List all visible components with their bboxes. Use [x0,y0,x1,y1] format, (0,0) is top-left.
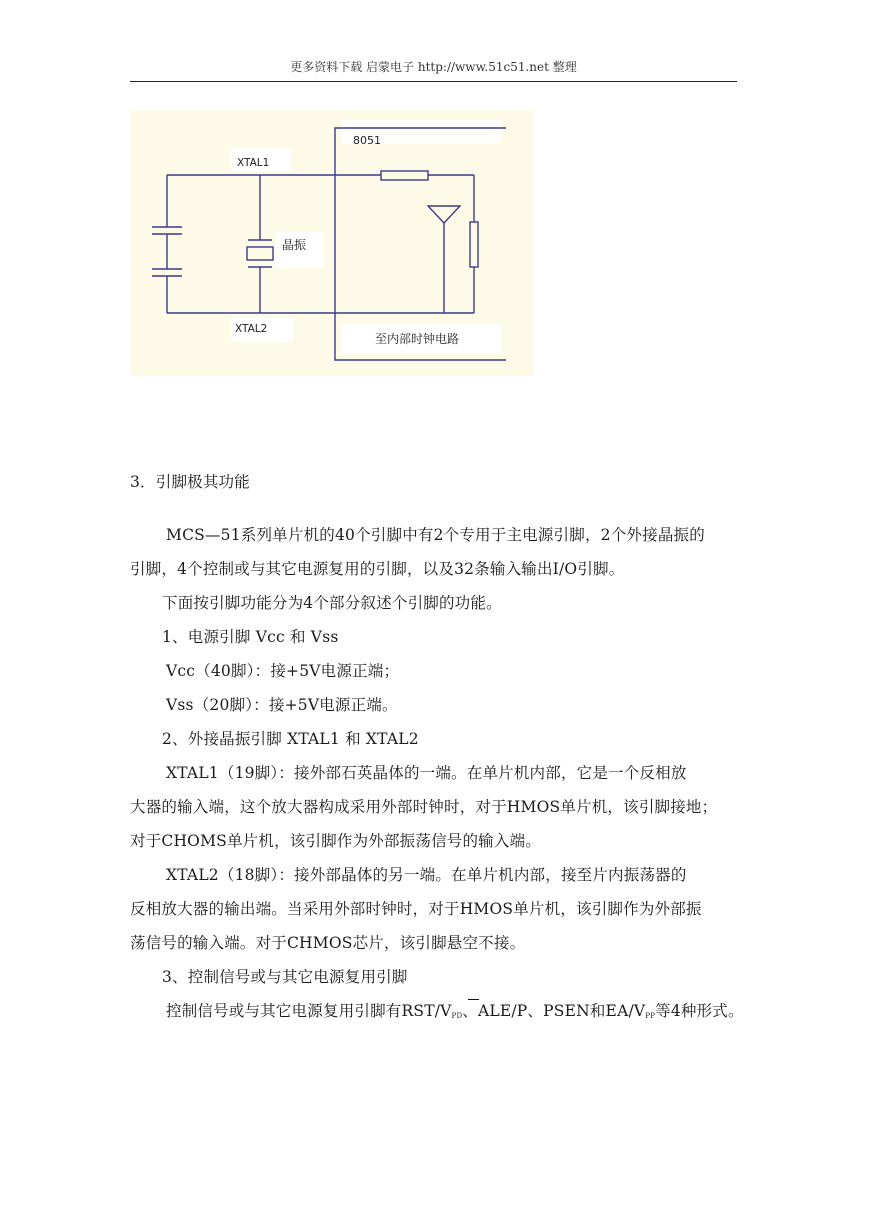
paragraph-line: 对于CHOMS单片机，该引脚作为外部振荡信号的输入端。 [130,832,541,850]
page-header: 更多资料下载 启蒙电子 http://www.51c51.net 整理 [290,60,577,74]
list-item-heading: 1、电源引脚 Vcc 和 Vss [162,628,339,646]
paragraph-line: 下面按引脚功能分为4个部分叙述个引脚的功能。 [162,594,502,612]
circuit-diagram [131,110,533,376]
pins-subscript-pd: PD [451,1012,463,1020]
paragraph-line: 大器的输入端，这个放大器构成采用外部时钟时，对于HMOS单片机，该引脚接地； [130,798,718,816]
paragraph-line: Vss（20脚）：接+5V电源正端。 [166,696,398,714]
list-item-heading: 2、外接晶振引脚 XTAL1 和 XTAL2 [162,730,419,748]
pins-text-a: 控制信号或与其它电源复用引脚有RST/V [166,1002,452,1020]
list-item-heading: 3、控制信号或与其它电源复用引脚 [162,968,408,986]
paragraph-line: 引脚，4个控制或与其它电源复用的引脚，以及32条输入输出I/O引脚。 [130,560,625,578]
internal-clock-label: 至内部时钟电路 [375,332,460,346]
pins-text-b: 、ALE/P、PSEN和EA/V [462,1002,646,1020]
section-title: 3．引脚极其功能 [130,473,250,491]
xtal2-label: XTAL2 [235,323,268,335]
xtal1-label: XTAL1 [237,157,270,169]
chip-label: 8051 [353,134,381,147]
paragraph-line: XTAL2（18脚）：接外部晶体的另一端。在单片机内部，接至片内振荡器的 [166,866,687,884]
pins-text-c: 等4种形式。 [655,1002,744,1020]
paragraph-line: Vcc（40脚）：接+5V电源正端； [166,662,400,680]
pins-subscript-pp: PP [645,1012,656,1020]
oscillator-circuit-figure [131,110,533,376]
paragraph-line: MCS—51系列单片机的40个引脚中有2个专用于主电源引脚，2个外接晶振的 [166,526,705,544]
crystal-label: 晶振 [282,238,307,252]
header-divider [130,81,737,82]
paragraph-line-pins [166,1001,744,1026]
paragraph-line: 荡信号的输入端。对于CHMOS芯片，该引脚悬空不接。 [130,934,526,952]
paragraph-line: 反相放大器的输出端。当采用外部时钟时，对于HMOS单片机，该引脚作为外部振 [130,900,702,918]
paragraph-line: XTAL1（19脚）：接外部石英晶体的一端。在单片机内部，它是一个反相放 [166,764,687,782]
